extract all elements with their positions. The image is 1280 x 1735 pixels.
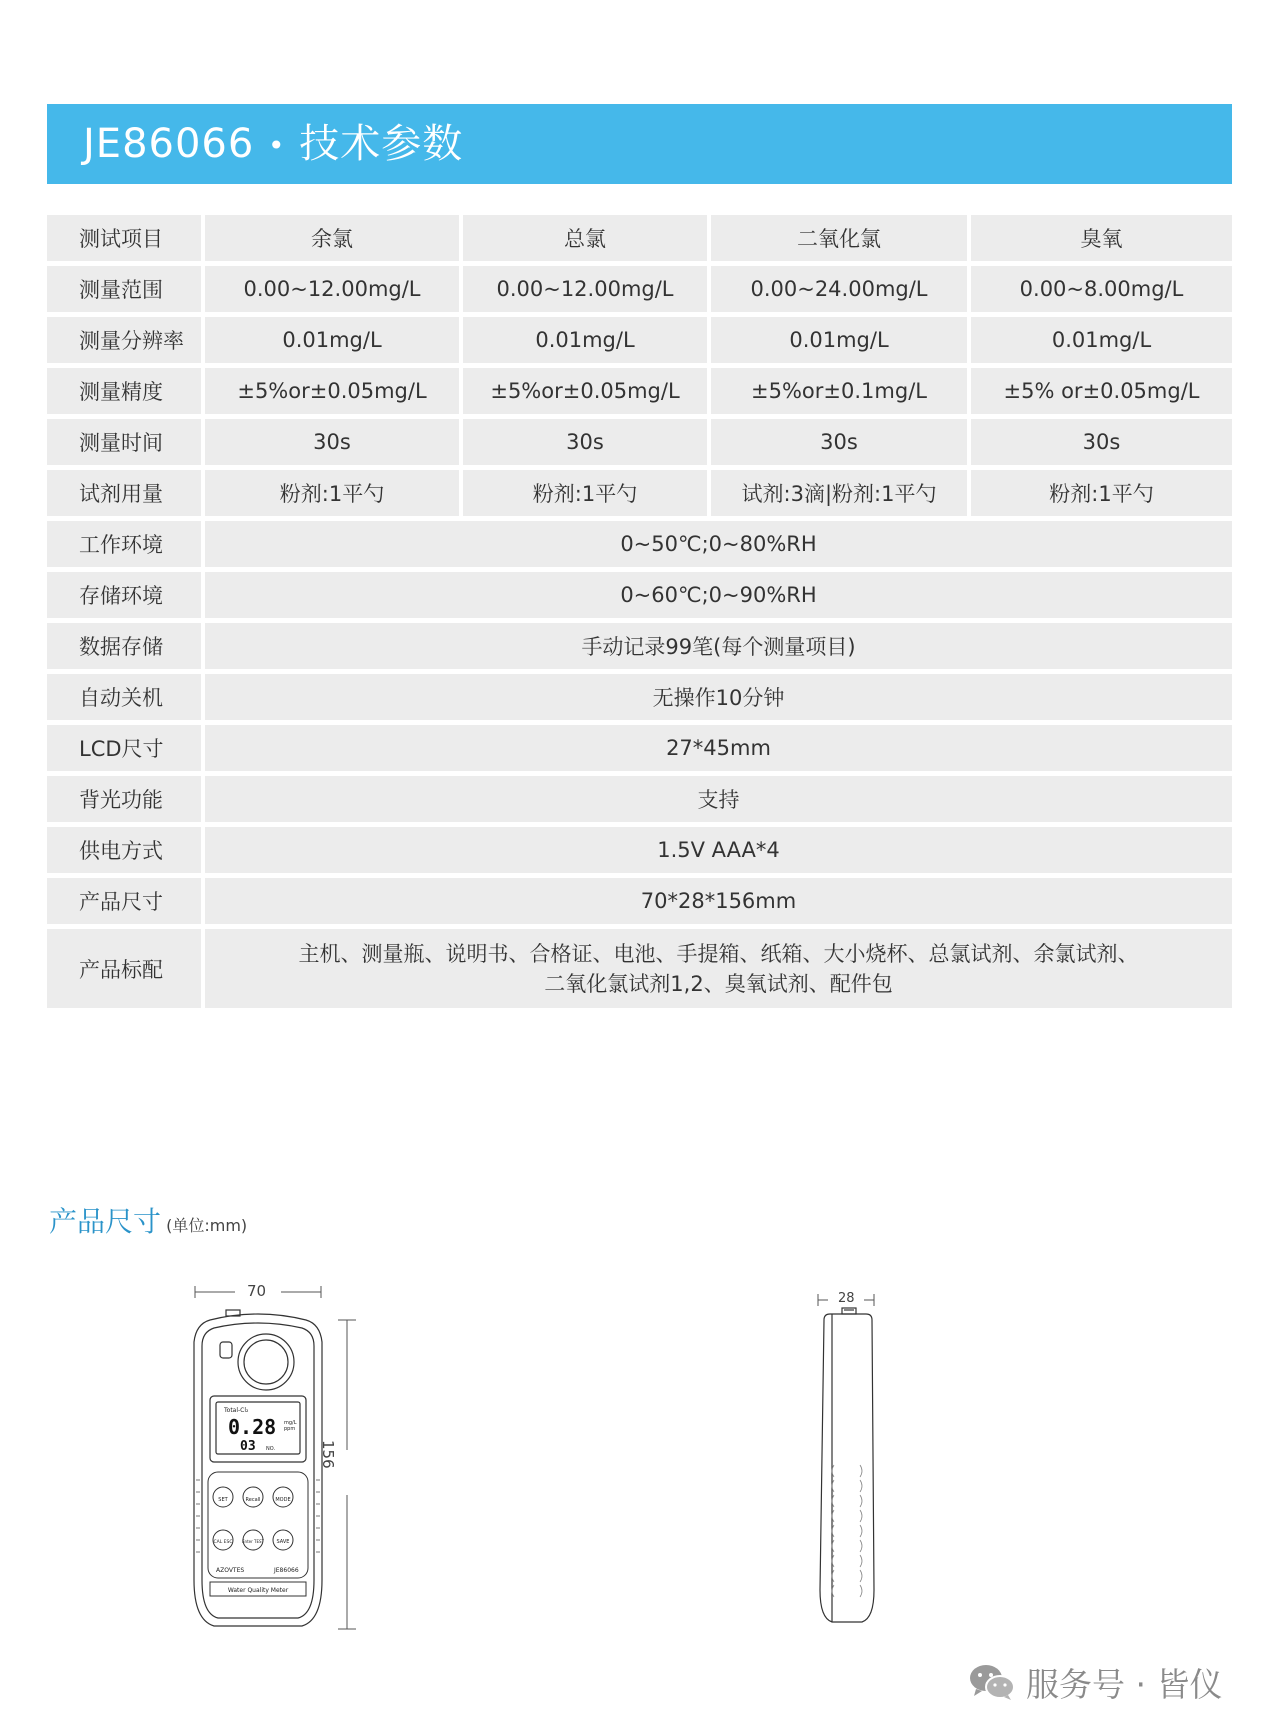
table-row: [47, 725, 1232, 771]
row-label: 背光功能: [47, 776, 201, 822]
accessories-line-2: 二氧化氯试剂1,2、臭氧试剂、配件包: [544, 971, 893, 996]
title-banner: [47, 104, 1232, 184]
table-cell: 0.01mg/L: [707, 317, 967, 363]
save-button-label: SAVE: [276, 1539, 290, 1545]
dimensions-heading: [49, 1200, 247, 1240]
table-cell: ±5%or±0.05mg/L: [459, 368, 707, 414]
model-number: JE86066: [83, 121, 255, 167]
row-label: 数据存储: [47, 623, 201, 669]
set-button[interactable]: [213, 1487, 233, 1507]
recall-button-label: Recall: [245, 1497, 261, 1503]
table-row: [47, 878, 1232, 924]
save-button[interactable]: [273, 1530, 293, 1550]
device-product-name: Water Quality Meter: [227, 1587, 289, 1594]
title-separator: •: [268, 129, 286, 162]
row-label: 产品标配: [47, 929, 201, 1008]
table-row: [47, 470, 1232, 516]
table-cell: 0~60℃;0~90%RH: [201, 572, 1232, 618]
table-cell: 1.5V AAA*4: [201, 827, 1232, 873]
table-row: [47, 674, 1232, 720]
table-row: [47, 368, 1232, 414]
meter-side-body: [820, 1308, 874, 1622]
table-cell: 总氯: [459, 215, 707, 261]
table-cell: 0.00~12.00mg/L: [459, 266, 707, 312]
table-cell: ±5%or±0.05mg/L: [201, 368, 459, 414]
wechat-icon: [968, 1663, 1016, 1701]
width-dimension-label: 70: [247, 1282, 267, 1300]
dimensions-title: 产品尺寸: [49, 1205, 162, 1238]
mode-button-label: MODE: [275, 1497, 291, 1503]
table-row: [47, 521, 1232, 567]
row-label: 测试项目: [47, 215, 201, 261]
cal-esc-button[interactable]: [213, 1530, 233, 1550]
side-grip-ridges: [832, 1465, 862, 1597]
table-cell: ±5%or±0.1mg/L: [707, 368, 967, 414]
row-label: 测量精度: [47, 368, 201, 414]
table-cell: 粉剂:1平勺: [459, 470, 707, 516]
table-cell: 粉剂:1平勺: [201, 470, 459, 516]
row-label: 测量分辨率: [47, 317, 201, 363]
table-cell: 0.01mg/L: [201, 317, 459, 363]
table-cell: 试剂:3滴|粉剂:1平勺: [707, 470, 967, 516]
table-cell: 0~50℃;0~80%RH: [201, 521, 1232, 567]
side-view-drawing: [810, 1290, 900, 1640]
table-row: [47, 419, 1232, 465]
watermark-text: 服务号 · 皆仪: [1026, 1664, 1223, 1704]
spec-table: [47, 210, 1232, 1013]
cal-esc-button-label: CAL ESC: [213, 1540, 233, 1545]
lcd-sub-unit: NO.: [266, 1446, 276, 1452]
table-cell: 0.00~24.00mg/L: [707, 266, 967, 312]
row-label: 产品尺寸: [47, 878, 201, 924]
table-row: [47, 776, 1232, 822]
table-cell: 0.01mg/L: [967, 317, 1232, 363]
table-cell: 0.01mg/L: [459, 317, 707, 363]
title-text: 技术参数: [299, 121, 464, 167]
table-row: [47, 215, 1232, 261]
table-cell: 0.00~12.00mg/L: [201, 266, 459, 312]
row-label: 存储环境: [47, 572, 201, 618]
table-cell: 二氧化氯: [707, 215, 967, 261]
accessories-line-1: 主机、测量瓶、说明书、合格证、电池、手提箱、纸箱、大小烧杯、总氯试剂、余氯试剂、: [298, 941, 1139, 966]
table-cell: 70*28*156mm: [201, 878, 1232, 924]
lcd-unit-2: ppm: [284, 1426, 296, 1432]
table-cell: 30s: [707, 419, 967, 465]
set-button-label: SET: [218, 1497, 228, 1503]
table-cell: 手动记录99笔(每个测量项目): [201, 623, 1232, 669]
mode-button[interactable]: [273, 1487, 293, 1507]
row-label: 试剂用量: [47, 470, 201, 516]
recall-button[interactable]: [243, 1487, 263, 1507]
device-brand: AZOVTES: [216, 1567, 245, 1574]
table-cell: 30s: [459, 419, 707, 465]
table-row: [47, 572, 1232, 618]
table-cell: 臭氧: [967, 215, 1232, 261]
page-title: [83, 104, 463, 184]
table-row: [47, 623, 1232, 669]
device-model: JE86066: [274, 1567, 299, 1574]
table-cell: 0.00~8.00mg/L: [967, 266, 1232, 312]
meter-body: [194, 1310, 322, 1626]
table-row: [47, 827, 1232, 873]
front-view-drawing: [180, 1280, 380, 1640]
enter-test-button[interactable]: [242, 1530, 265, 1550]
table-cell: ±5% or±0.05mg/L: [967, 368, 1232, 414]
row-label: LCD尺寸: [47, 725, 201, 771]
table-row: [47, 929, 1232, 1008]
table-row: [47, 317, 1232, 363]
height-dimension-label: 156: [319, 1440, 337, 1469]
row-label: 测量范围: [47, 266, 201, 312]
row-label: 测量时间: [47, 419, 201, 465]
lcd-main-reading: 0.28: [228, 1415, 277, 1439]
table-cell: 支持: [201, 776, 1232, 822]
dimensions-unit: (单位:mm): [166, 1216, 248, 1235]
table-cell: [201, 929, 1232, 1008]
watermark: [968, 1660, 1222, 1704]
enter-test-button-label: Enter TEST: [242, 1539, 264, 1544]
height-dimension-line: [338, 1320, 356, 1629]
row-label: 工作环境: [47, 521, 201, 567]
table-cell: 余氯: [201, 215, 459, 261]
lcd-sub-reading: 03: [240, 1439, 256, 1454]
row-label: 供电方式: [47, 827, 201, 873]
table-cell: 30s: [201, 419, 459, 465]
lcd-unit-1: mg/L: [284, 1420, 297, 1426]
row-label: 自动关机: [47, 674, 201, 720]
table-cell: 粉剂:1平勺: [967, 470, 1232, 516]
depth-dimension-label: 28: [838, 1291, 855, 1306]
lcd-parameter-label: Total-Cl₂: [224, 1407, 249, 1414]
table-cell: 27*45mm: [201, 725, 1232, 771]
table-row: [47, 266, 1232, 312]
table-cell: 无操作10分钟: [201, 674, 1232, 720]
table-cell: 30s: [967, 419, 1232, 465]
